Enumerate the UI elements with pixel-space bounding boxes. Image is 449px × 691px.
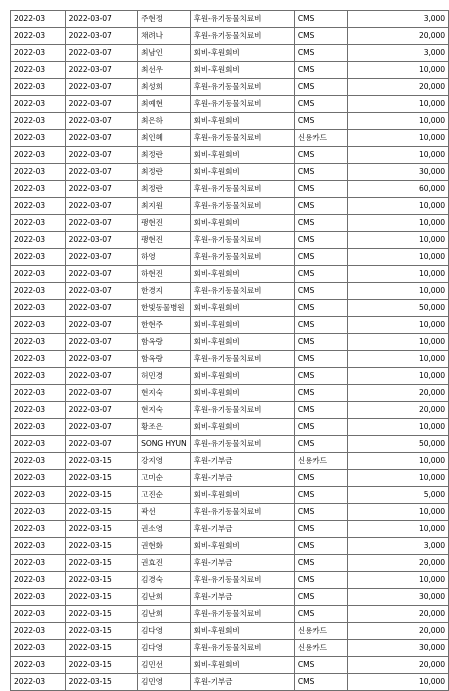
payment-method-cell: CMS: [294, 96, 347, 113]
category-cell: 회비-후원회비: [190, 487, 294, 504]
date-cell: 2022-03-07: [65, 62, 137, 79]
payment-method-cell: CMS: [294, 419, 347, 436]
category-cell: 후원-유기동물치료비: [190, 572, 294, 589]
donor-name-cell: 하현진: [138, 266, 190, 283]
month-cell: 2022-03: [11, 130, 66, 147]
category-cell: 후원-기부금: [190, 470, 294, 487]
payment-method-cell: CMS: [294, 232, 347, 249]
payment-method-cell: CMS: [294, 487, 347, 504]
amount-cell: 30,000: [347, 589, 448, 606]
payment-method-cell: CMS: [294, 674, 347, 691]
table-row: [11, 198, 449, 215]
table-row: [11, 368, 449, 385]
date-cell: 2022-03-07: [65, 368, 137, 385]
month-cell: 2022-03: [11, 351, 66, 368]
month-cell: 2022-03: [11, 266, 66, 283]
date-cell: 2022-03-15: [65, 538, 137, 555]
amount-cell: 20,000: [347, 623, 448, 640]
amount-cell: 20,000: [347, 606, 448, 623]
category-cell: 회비-후원회비: [190, 266, 294, 283]
table-row: [11, 674, 449, 691]
donor-name-cell: 고미순: [138, 470, 190, 487]
table-row: [11, 62, 449, 79]
date-cell: 2022-03-07: [65, 419, 137, 436]
donor-name-cell: 김민선: [138, 657, 190, 674]
payment-method-cell: CMS: [294, 368, 347, 385]
payment-method-cell: CMS: [294, 266, 347, 283]
table-row: [11, 419, 449, 436]
amount-cell: 10,000: [347, 232, 448, 249]
table-row: [11, 249, 449, 266]
category-cell: 후원-유기동물치료비: [190, 181, 294, 198]
payment-method-cell: CMS: [294, 470, 347, 487]
category-cell: 후원-유기동물치료비: [190, 232, 294, 249]
category-cell: 후원-유기동물치료비: [190, 130, 294, 147]
month-cell: 2022-03: [11, 385, 66, 402]
amount-cell: 10,000: [347, 266, 448, 283]
table-row: [11, 385, 449, 402]
month-cell: 2022-03: [11, 232, 66, 249]
month-cell: 2022-03: [11, 334, 66, 351]
table-row: [11, 521, 449, 538]
payment-method-cell: CMS: [294, 555, 347, 572]
date-cell: 2022-03-07: [65, 45, 137, 62]
payment-method-cell: CMS: [294, 249, 347, 266]
date-cell: 2022-03-07: [65, 232, 137, 249]
month-cell: 2022-03: [11, 45, 66, 62]
amount-cell: 20,000: [347, 79, 448, 96]
payment-method-cell: CMS: [294, 334, 347, 351]
month-cell: 2022-03: [11, 113, 66, 130]
payment-method-cell: CMS: [294, 606, 347, 623]
category-cell: 회비-후원회비: [190, 62, 294, 79]
month-cell: 2022-03: [11, 300, 66, 317]
month-cell: 2022-03: [11, 453, 66, 470]
category-cell: 후원-유기동물치료비: [190, 640, 294, 657]
donor-name-cell: 최정란: [138, 147, 190, 164]
month-cell: 2022-03: [11, 28, 66, 45]
payment-method-cell: CMS: [294, 164, 347, 181]
category-cell: 후원-유기동물치료비: [190, 79, 294, 96]
date-cell: 2022-03-07: [65, 215, 137, 232]
month-cell: 2022-03: [11, 674, 66, 691]
donor-name-cell: 최인혜: [138, 130, 190, 147]
month-cell: 2022-03: [11, 181, 66, 198]
category-cell: 후원-유기동물치료비: [190, 28, 294, 45]
donor-name-cell: 한경지: [138, 283, 190, 300]
date-cell: 2022-03-07: [65, 351, 137, 368]
month-cell: 2022-03: [11, 249, 66, 266]
date-cell: 2022-03-15: [65, 589, 137, 606]
amount-cell: 5,000: [347, 487, 448, 504]
payment-method-cell: CMS: [294, 402, 347, 419]
table-row: [11, 572, 449, 589]
month-cell: 2022-03: [11, 487, 66, 504]
amount-cell: 20,000: [347, 28, 448, 45]
payment-method-cell: CMS: [294, 283, 347, 300]
month-cell: 2022-03: [11, 623, 66, 640]
payment-method-cell: CMS: [294, 317, 347, 334]
donor-name-cell: 최정란: [138, 181, 190, 198]
category-cell: 후원-유기동물치료비: [190, 351, 294, 368]
month-cell: 2022-03: [11, 147, 66, 164]
amount-cell: 20,000: [347, 555, 448, 572]
donor-name-cell: 주현정: [138, 11, 190, 28]
date-cell: 2022-03-07: [65, 300, 137, 317]
donor-name-cell: 곽선: [138, 504, 190, 521]
category-cell: 회비-후원회비: [190, 657, 294, 674]
amount-cell: 10,000: [347, 419, 448, 436]
amount-cell: 10,000: [347, 368, 448, 385]
payment-method-cell: 신용카드: [294, 623, 347, 640]
date-cell: 2022-03-15: [65, 470, 137, 487]
donor-name-cell: 황조은: [138, 419, 190, 436]
month-cell: 2022-03: [11, 470, 66, 487]
amount-cell: 10,000: [347, 453, 448, 470]
table-row: [11, 266, 449, 283]
amount-cell: 10,000: [347, 215, 448, 232]
table-row: [11, 28, 449, 45]
donor-name-cell: 권현화: [138, 538, 190, 555]
date-cell: 2022-03-07: [65, 266, 137, 283]
month-cell: 2022-03: [11, 62, 66, 79]
month-cell: 2022-03: [11, 606, 66, 623]
category-cell: 회비-후원회비: [190, 215, 294, 232]
table-row: [11, 555, 449, 572]
month-cell: 2022-03: [11, 164, 66, 181]
category-cell: 회비-후원회비: [190, 368, 294, 385]
donor-name-cell: 팽현진: [138, 232, 190, 249]
date-cell: 2022-03-07: [65, 147, 137, 164]
table-row: [11, 164, 449, 181]
table-row: [11, 45, 449, 62]
table-row: [11, 487, 449, 504]
donor-name-cell: 김민영: [138, 674, 190, 691]
amount-cell: 10,000: [347, 674, 448, 691]
category-cell: 후원-유기동물치료비: [190, 11, 294, 28]
donor-name-cell: 최남인: [138, 45, 190, 62]
payment-method-cell: CMS: [294, 79, 347, 96]
category-cell: 회비-후원회비: [190, 147, 294, 164]
donor-name-cell: 팽현진: [138, 215, 190, 232]
donor-name-cell: 한현주: [138, 317, 190, 334]
table-row: [11, 283, 449, 300]
amount-cell: 10,000: [347, 283, 448, 300]
amount-cell: 10,000: [347, 130, 448, 147]
date-cell: 2022-03-07: [65, 317, 137, 334]
donor-name-cell: 김난희: [138, 589, 190, 606]
payment-method-cell: CMS: [294, 538, 347, 555]
table-row: [11, 130, 449, 147]
donor-name-cell: 최성희: [138, 79, 190, 96]
category-cell: 후원-유기동물치료비: [190, 249, 294, 266]
amount-cell: 30,000: [347, 640, 448, 657]
category-cell: 후원-유기동물치료비: [190, 402, 294, 419]
category-cell: 회비-후원회비: [190, 623, 294, 640]
date-cell: 2022-03-07: [65, 130, 137, 147]
date-cell: 2022-03-07: [65, 385, 137, 402]
amount-cell: 10,000: [347, 113, 448, 130]
amount-cell: 3,000: [347, 538, 448, 555]
category-cell: 후원-기부금: [190, 521, 294, 538]
payment-method-cell: 신용카드: [294, 130, 347, 147]
table-row: [11, 470, 449, 487]
category-cell: 후원-유기동물치료비: [190, 436, 294, 453]
date-cell: 2022-03-07: [65, 113, 137, 130]
payment-method-cell: CMS: [294, 45, 347, 62]
payment-method-cell: CMS: [294, 436, 347, 453]
category-cell: 후원-유기동물치료비: [190, 283, 294, 300]
donor-name-cell: SONG HYUN: [138, 436, 190, 453]
category-cell: 후원-기부금: [190, 555, 294, 572]
donor-name-cell: 최선우: [138, 62, 190, 79]
donor-name-cell: 현지숙: [138, 402, 190, 419]
amount-cell: 30,000: [347, 164, 448, 181]
month-cell: 2022-03: [11, 538, 66, 555]
donor-name-cell: 함옥랑: [138, 351, 190, 368]
category-cell: 회비-후원회비: [190, 334, 294, 351]
table-row: [11, 351, 449, 368]
category-cell: 후원-유기동물치료비: [190, 198, 294, 215]
amount-cell: 10,000: [347, 334, 448, 351]
table-row: [11, 623, 449, 640]
donor-name-cell: 최정란: [138, 164, 190, 181]
donor-name-cell: 권효진: [138, 555, 190, 572]
payment-method-cell: CMS: [294, 147, 347, 164]
table-row: [11, 504, 449, 521]
amount-cell: 50,000: [347, 436, 448, 453]
amount-cell: 10,000: [347, 96, 448, 113]
category-cell: 후원-기부금: [190, 589, 294, 606]
date-cell: 2022-03-07: [65, 283, 137, 300]
amount-cell: 10,000: [347, 504, 448, 521]
category-cell: 회비-후원회비: [190, 300, 294, 317]
amount-cell: 10,000: [347, 521, 448, 538]
table-row: [11, 606, 449, 623]
date-cell: 2022-03-15: [65, 453, 137, 470]
payment-method-cell: 신용카드: [294, 453, 347, 470]
payment-method-cell: CMS: [294, 28, 347, 45]
payment-method-cell: CMS: [294, 572, 347, 589]
payment-method-cell: 신용카드: [294, 640, 347, 657]
payment-method-cell: CMS: [294, 504, 347, 521]
category-cell: 회비-후원회비: [190, 45, 294, 62]
month-cell: 2022-03: [11, 589, 66, 606]
table-row: [11, 300, 449, 317]
amount-cell: 50,000: [347, 300, 448, 317]
amount-cell: 10,000: [347, 62, 448, 79]
payment-method-cell: CMS: [294, 11, 347, 28]
donor-name-cell: 권소영: [138, 521, 190, 538]
table-row: [11, 317, 449, 334]
table-row: [11, 334, 449, 351]
date-cell: 2022-03-15: [65, 657, 137, 674]
date-cell: 2022-03-07: [65, 249, 137, 266]
date-cell: 2022-03-15: [65, 623, 137, 640]
donor-name-cell: 최지원: [138, 198, 190, 215]
month-cell: 2022-03: [11, 317, 66, 334]
donor-name-cell: 강지영: [138, 453, 190, 470]
payment-method-cell: CMS: [294, 589, 347, 606]
amount-cell: 10,000: [347, 147, 448, 164]
donor-name-cell: 채려나: [138, 28, 190, 45]
date-cell: 2022-03-07: [65, 436, 137, 453]
payment-method-cell: CMS: [294, 385, 347, 402]
date-cell: 2022-03-07: [65, 96, 137, 113]
amount-cell: 10,000: [347, 351, 448, 368]
category-cell: 후원-유기동물치료비: [190, 606, 294, 623]
payment-method-cell: CMS: [294, 521, 347, 538]
month-cell: 2022-03: [11, 436, 66, 453]
category-cell: 후원-유기동물치료비: [190, 96, 294, 113]
donor-name-cell: 함옥랑: [138, 334, 190, 351]
table-row: [11, 589, 449, 606]
date-cell: 2022-03-15: [65, 674, 137, 691]
date-cell: 2022-03-07: [65, 334, 137, 351]
table-row: [11, 79, 449, 96]
date-cell: 2022-03-07: [65, 402, 137, 419]
date-cell: 2022-03-15: [65, 555, 137, 572]
month-cell: 2022-03: [11, 368, 66, 385]
table-row: [11, 402, 449, 419]
amount-cell: 60,000: [347, 181, 448, 198]
table-row: [11, 657, 449, 674]
category-cell: 회비-후원회비: [190, 317, 294, 334]
amount-cell: 10,000: [347, 198, 448, 215]
amount-cell: 10,000: [347, 249, 448, 266]
date-cell: 2022-03-07: [65, 79, 137, 96]
category-cell: 후원-기부금: [190, 674, 294, 691]
category-cell: 회비-후원회비: [190, 385, 294, 402]
month-cell: 2022-03: [11, 79, 66, 96]
table-row: [11, 96, 449, 113]
donor-name-cell: 김다영: [138, 640, 190, 657]
amount-cell: 20,000: [347, 402, 448, 419]
table-row: [11, 453, 449, 470]
donor-name-cell: 하영: [138, 249, 190, 266]
table-row: [11, 232, 449, 249]
date-cell: 2022-03-07: [65, 181, 137, 198]
donation-table: [10, 10, 449, 691]
donor-name-cell: 최은하: [138, 113, 190, 130]
table-row: [11, 215, 449, 232]
table-row: [11, 640, 449, 657]
donor-name-cell: 최예현: [138, 96, 190, 113]
category-cell: 후원-유기동물치료비: [190, 504, 294, 521]
payment-method-cell: CMS: [294, 300, 347, 317]
month-cell: 2022-03: [11, 657, 66, 674]
category-cell: 회비-후원회비: [190, 538, 294, 555]
month-cell: 2022-03: [11, 11, 66, 28]
date-cell: 2022-03-15: [65, 521, 137, 538]
donor-name-cell: 허민경: [138, 368, 190, 385]
amount-cell: 10,000: [347, 572, 448, 589]
amount-cell: 3,000: [347, 11, 448, 28]
table-row: [11, 181, 449, 198]
date-cell: 2022-03-15: [65, 504, 137, 521]
payment-method-cell: CMS: [294, 351, 347, 368]
donor-name-cell: 김다영: [138, 623, 190, 640]
amount-cell: 10,000: [347, 317, 448, 334]
table-row: [11, 113, 449, 130]
amount-cell: 20,000: [347, 385, 448, 402]
donor-name-cell: 한빛동물병원: [138, 300, 190, 317]
date-cell: 2022-03-15: [65, 487, 137, 504]
payment-method-cell: CMS: [294, 198, 347, 215]
month-cell: 2022-03: [11, 419, 66, 436]
month-cell: 2022-03: [11, 198, 66, 215]
month-cell: 2022-03: [11, 402, 66, 419]
month-cell: 2022-03: [11, 504, 66, 521]
table-row: [11, 11, 449, 28]
donor-name-cell: 김경숙: [138, 572, 190, 589]
category-cell: 회비-후원회비: [190, 113, 294, 130]
table-body: [11, 11, 449, 691]
category-cell: 회비-후원회비: [190, 164, 294, 181]
payment-method-cell: CMS: [294, 181, 347, 198]
month-cell: 2022-03: [11, 215, 66, 232]
month-cell: 2022-03: [11, 283, 66, 300]
payment-method-cell: CMS: [294, 113, 347, 130]
amount-cell: 10,000: [347, 470, 448, 487]
date-cell: 2022-03-07: [65, 198, 137, 215]
payment-method-cell: CMS: [294, 657, 347, 674]
date-cell: 2022-03-15: [65, 640, 137, 657]
table-row: [11, 147, 449, 164]
amount-cell: 3,000: [347, 45, 448, 62]
amount-cell: 20,000: [347, 657, 448, 674]
month-cell: 2022-03: [11, 521, 66, 538]
date-cell: 2022-03-07: [65, 11, 137, 28]
month-cell: 2022-03: [11, 555, 66, 572]
payment-method-cell: CMS: [294, 62, 347, 79]
category-cell: 회비-후원회비: [190, 419, 294, 436]
table-row: [11, 538, 449, 555]
donor-name-cell: 김난희: [138, 606, 190, 623]
category-cell: 후원-기부금: [190, 453, 294, 470]
month-cell: 2022-03: [11, 572, 66, 589]
date-cell: 2022-03-07: [65, 28, 137, 45]
payment-method-cell: CMS: [294, 215, 347, 232]
month-cell: 2022-03: [11, 96, 66, 113]
date-cell: 2022-03-07: [65, 164, 137, 181]
table-row: [11, 436, 449, 453]
month-cell: 2022-03: [11, 640, 66, 657]
date-cell: 2022-03-15: [65, 606, 137, 623]
donor-name-cell: 고진순: [138, 487, 190, 504]
date-cell: 2022-03-15: [65, 572, 137, 589]
donor-name-cell: 현지숙: [138, 385, 190, 402]
